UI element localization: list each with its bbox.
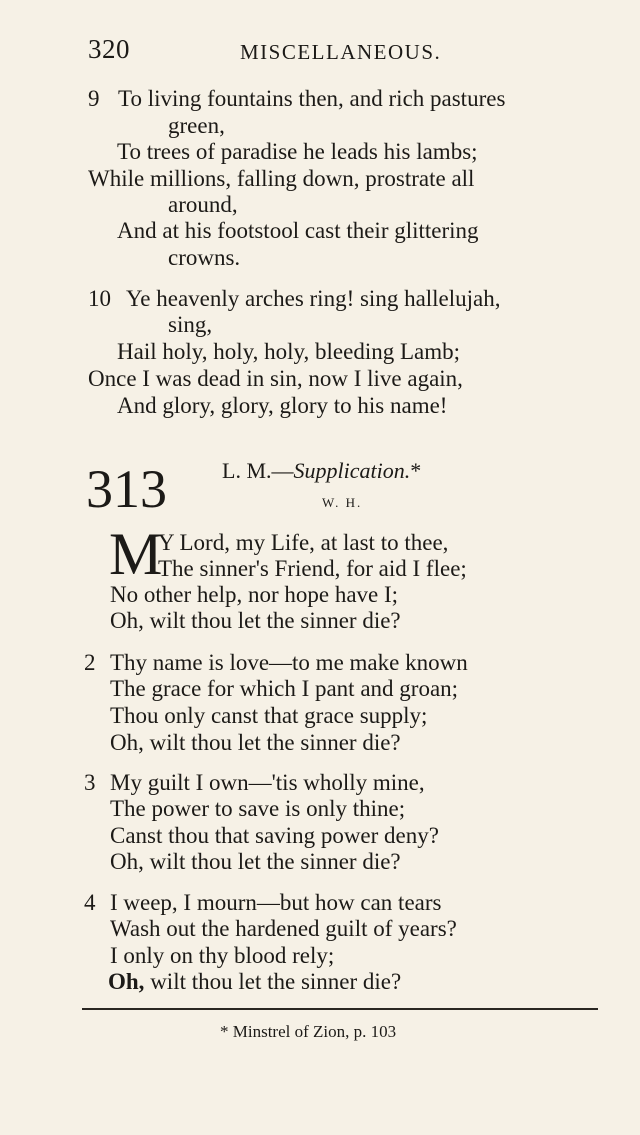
verse-line: And at his footstool cast their glittering bbox=[117, 218, 479, 243]
verse-line: Ye heavenly arches ring! sing hallelujah, bbox=[126, 286, 501, 311]
verse-line: I only on thy blood rely; bbox=[110, 943, 335, 968]
verse-line: The power to save is only thine; bbox=[110, 796, 406, 821]
hymn-subject: Supplication. bbox=[293, 458, 411, 483]
verse-line: Hail holy, holy, holy, bleeding Lamb; bbox=[117, 339, 461, 364]
footnote: * Minstrel of Zion, p. 103 bbox=[220, 1022, 397, 1041]
verse-line bbox=[108, 969, 401, 995]
hymn-number: 313 bbox=[86, 459, 167, 519]
verse-line: My guilt I own—'tis wholly mine, bbox=[110, 770, 425, 795]
verse-line: While millions, falling down, prostrate all bbox=[88, 166, 475, 191]
verse-line: Wash out the hardened guilt of years? bbox=[110, 916, 457, 941]
stanza-number: 3 bbox=[84, 770, 96, 795]
stanza-number: 4 bbox=[84, 890, 96, 915]
verse-line: To living fountains then, and rich pastures bbox=[118, 86, 506, 111]
verse-line: Canst thou that saving power deny? bbox=[110, 823, 439, 848]
meter-label: L. M.— bbox=[222, 458, 294, 483]
verse-line: I weep, I mourn—but how can tears bbox=[110, 890, 442, 915]
hymn-author: W. H. bbox=[322, 495, 363, 510]
verse-line: Oh, wilt thou let the sinner die? bbox=[110, 730, 401, 755]
stanza-number: 9 bbox=[88, 86, 100, 111]
verse-line: sing, bbox=[168, 312, 213, 337]
running-title: MISCELLANEOUS. bbox=[240, 40, 442, 64]
drop-cap: M bbox=[109, 521, 163, 587]
verse-line: Oh, wilt thou let the sinner die? bbox=[110, 849, 401, 874]
verse-line: No other help, nor hope have I; bbox=[110, 582, 399, 607]
verse-line: crowns. bbox=[168, 245, 241, 270]
verse-line-rest: wilt thou let the sinner die? bbox=[150, 969, 402, 994]
verse-line: green, bbox=[168, 113, 225, 138]
stanza-number: 2 bbox=[84, 650, 96, 675]
verse-line: around, bbox=[168, 192, 238, 217]
hymn-meter bbox=[222, 458, 421, 484]
verse-line: Oh, wilt thou let the sinner die? bbox=[110, 608, 401, 633]
footnote-rule bbox=[82, 1008, 598, 1010]
stanza-number: 10 bbox=[88, 286, 111, 311]
verse-line: The sinner's Friend, for aid I flee; bbox=[158, 556, 467, 581]
verse-line: And glory, glory, glory to his name! bbox=[117, 393, 448, 418]
page-number: 320 bbox=[88, 34, 130, 64]
verse-line: Y Lord, my Life, at last to thee, bbox=[158, 530, 449, 555]
verse-line-lead: Oh, bbox=[108, 969, 145, 994]
verse-line: Thou only canst that grace supply; bbox=[110, 703, 428, 728]
footnote-marker: * bbox=[410, 458, 422, 483]
verse-line: Once I was dead in sin, now I live again, bbox=[88, 366, 463, 391]
verse-line: The grace for which I pant and groan; bbox=[110, 676, 459, 701]
verse-line: To trees of paradise he leads his lambs; bbox=[117, 139, 478, 164]
verse-line: Thy name is love—to me make known bbox=[110, 650, 468, 675]
